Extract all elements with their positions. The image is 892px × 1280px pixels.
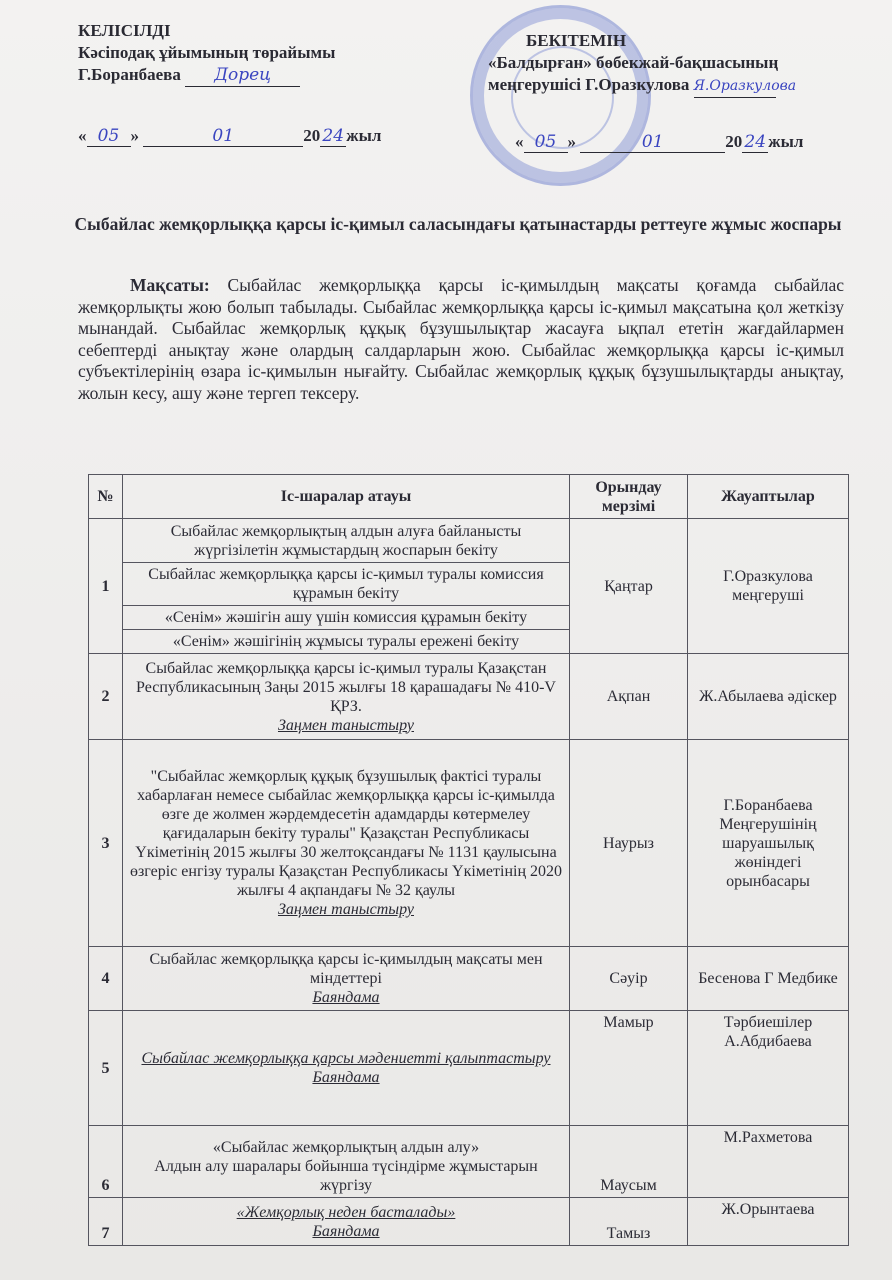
term-cell: Мамыр	[570, 1011, 688, 1126]
agreed-signature: Дорец	[214, 65, 272, 85]
table-row	[89, 654, 849, 740]
agreed-year: 24	[322, 126, 345, 146]
activity-text: Сыбайлас жемқорлыққа қарсы іс-қимыл туралы Қазақстан Республикасының Заңы 2015 жылғы 18 қарашадағы № 410-V ҚРЗ.	[136, 659, 556, 715]
goal-paragraph	[78, 275, 844, 404]
table-row	[89, 947, 849, 1011]
term-cell: Ақпан	[570, 654, 688, 740]
table-row	[89, 740, 849, 947]
work-plan-table	[88, 474, 849, 1246]
activity-text: «Жемқорлық неден басталады»	[236, 1203, 456, 1221]
approved-signature: Я.Оразкулова	[693, 78, 797, 94]
row-number: 4	[89, 947, 123, 1011]
responsible-cell: Г.Боранбаева Меңгерушінің шаруашылық жөніндегі орынбасары	[688, 740, 849, 947]
activity-cell	[123, 947, 570, 1011]
row-number: 5	[89, 1011, 123, 1126]
table-row	[89, 1126, 849, 1198]
responsible-cell: М.Рахметова	[688, 1126, 849, 1198]
approved-title: БЕКІТЕМІН	[526, 31, 627, 50]
activity-note: Заңмен таныстыру	[277, 716, 414, 734]
responsible-cell: Бесенова Г Медбике	[688, 947, 849, 1011]
responsible-cell: Тәрбиешілер А.Абдибаева	[688, 1011, 849, 1126]
approved-year-prefix: 20	[725, 132, 743, 151]
agreed-year-prefix: 20	[303, 126, 321, 145]
activity-cell	[123, 740, 570, 947]
term-cell: Қаңтар	[570, 519, 688, 654]
row-number: 2	[89, 654, 123, 740]
agreed-name-line	[78, 64, 458, 87]
agreed-position: Кәсіподақ ұйымының төрайымы	[78, 43, 336, 62]
row-number: 3	[89, 740, 123, 947]
header-number: №	[89, 475, 123, 519]
document-title: Сыбайлас жемқорлыққа қарсы іс-қимыл саласындағы қатынастарды реттеуге жұмыс жоспары	[74, 214, 842, 234]
header-activity: Іс-шаралар атауы	[123, 475, 570, 519]
row-number: 7	[89, 1198, 123, 1246]
row-number: 6	[89, 1126, 123, 1198]
approved-name: меңгерушісі Г.Оразкулова	[488, 75, 690, 94]
activity-text: Алдын алу шаралары бойынша түсіндірме жұмыстарын жүргізу	[154, 1158, 538, 1194]
responsible-cell: Г.Оразкулова меңгеруші	[688, 519, 849, 654]
approved-month: 01	[641, 132, 664, 152]
activity-note: Баяндама	[312, 1069, 380, 1086]
responsible-cell: Ж.Абылаева әдіскер	[688, 654, 849, 740]
activity-cell	[123, 1198, 570, 1246]
agreed-year-suffix: жыл	[346, 126, 382, 145]
header-term: Орындау мерзімі	[570, 475, 688, 519]
activity-note: Баяндама	[312, 989, 380, 1006]
goal-label: Мақсаты:	[130, 275, 210, 295]
approved-name-line	[488, 74, 868, 98]
responsible-cell: Ж.Орынтаева	[688, 1198, 849, 1246]
table-row	[89, 1198, 849, 1246]
agreed-title: КЕЛІСІЛДІ	[78, 21, 171, 40]
agreed-date: « 05 » 01 20 24 жыл	[78, 126, 382, 146]
approved-year-suffix: жыл	[768, 132, 804, 151]
term-cell: Тамыз	[570, 1198, 688, 1246]
activity-cell	[123, 1011, 570, 1126]
approved-block	[488, 30, 868, 98]
activity-title: «Сыбайлас жемқорлықтың алдын алу»	[212, 1139, 480, 1156]
activity-cell: Сыбайлас жемқорлықтың алдын алуға байланысты жүргізілетін жұмыстардың жоспарын бекіту	[123, 519, 570, 563]
table-row	[89, 519, 849, 563]
approved-day: 05	[534, 132, 557, 152]
term-cell: Наурыз	[570, 740, 688, 947]
activity-cell: «Сенім» жәшігін ашу үшін комиссия құрамын бекіту	[123, 606, 570, 630]
agreed-day: 05	[97, 126, 120, 146]
approved-position: «Балдырған» бөбекжай-бақшасының	[488, 53, 779, 72]
approved-date: « 05 » 01 20 24 жыл	[515, 132, 804, 152]
activity-cell	[123, 1126, 570, 1198]
agreed-month: 01	[212, 126, 235, 146]
activity-note: Баяндама	[312, 1222, 380, 1240]
term-cell: Сәуір	[570, 947, 688, 1011]
activity-cell: Сыбайлас жемқорлыққа қарсы іс-қимыл туралы комиссия құрамын бекіту	[123, 563, 570, 606]
row-number: 1	[89, 519, 123, 654]
header-responsible: Жауаптылар	[688, 475, 849, 519]
activity-text: "Сыбайлас жемқорлық құқық бұзушылық фактісі туралы хабарлаған немесе сыбайлас жемқорлыққа қарсы іс-қимылда өзге де жолмен жәрдемдесетін адамдарды көтермелеу қағидаларын бекіту туралы" Қазақстан Республикасы Үкіметінің 2015 жылғы 30 желтоқсандағы № 1131 қаулысына өзгеріс енгізу туралы Қазақстан Республикасы Үкіметінің 2020 жылғы 4 ақпандағы № 32 қаулы	[129, 768, 563, 899]
table-header-row	[89, 475, 849, 519]
agreed-block	[78, 20, 458, 87]
table-row	[89, 1011, 849, 1126]
term-cell: Маусым	[570, 1126, 688, 1198]
goal-text: Сыбайлас жемқорлыққа қарсы іс-қимылдың мақсаты қоғамда сыбайлас жемқорлықты жою болып табылады. Сыбайлас жемқорлыққа қарсы іс-қимыл мақсатына қол жеткізу мынандай. Сыбайлас жемқорлық құқық бұзушылықтар жасауға ықпал ететін жағдайлармен себептерді анықтау және олардың салдарларын жою. Сыбайлас жемқорлыққа қарсы іс-қимыл субъектілерінің өзара іс-қимылын нығайту. Сыбайлас жемқорлық құқық бұзушылықтарды анықтау, жолын кесу, ашу және тергеп тексеру.	[78, 275, 844, 403]
activity-cell	[123, 654, 570, 740]
agreed-signature-line	[185, 64, 300, 87]
activity-cell: «Сенім» жәшігінің жұмысы туралы ережені бекіту	[123, 630, 570, 654]
activity-text: Сыбайлас жемқорлыққа қарсы іс-қимылдың мақсаты мен міндеттері	[149, 951, 543, 987]
activity-note: Заңмен таныстыру	[277, 901, 414, 918]
agreed-name: Г.Боранбаева	[78, 65, 181, 84]
approved-year: 24	[744, 132, 767, 152]
activity-text: Сыбайлас жемқорлыққа қарсы мәдениетті қалыптастыру	[141, 1050, 551, 1067]
